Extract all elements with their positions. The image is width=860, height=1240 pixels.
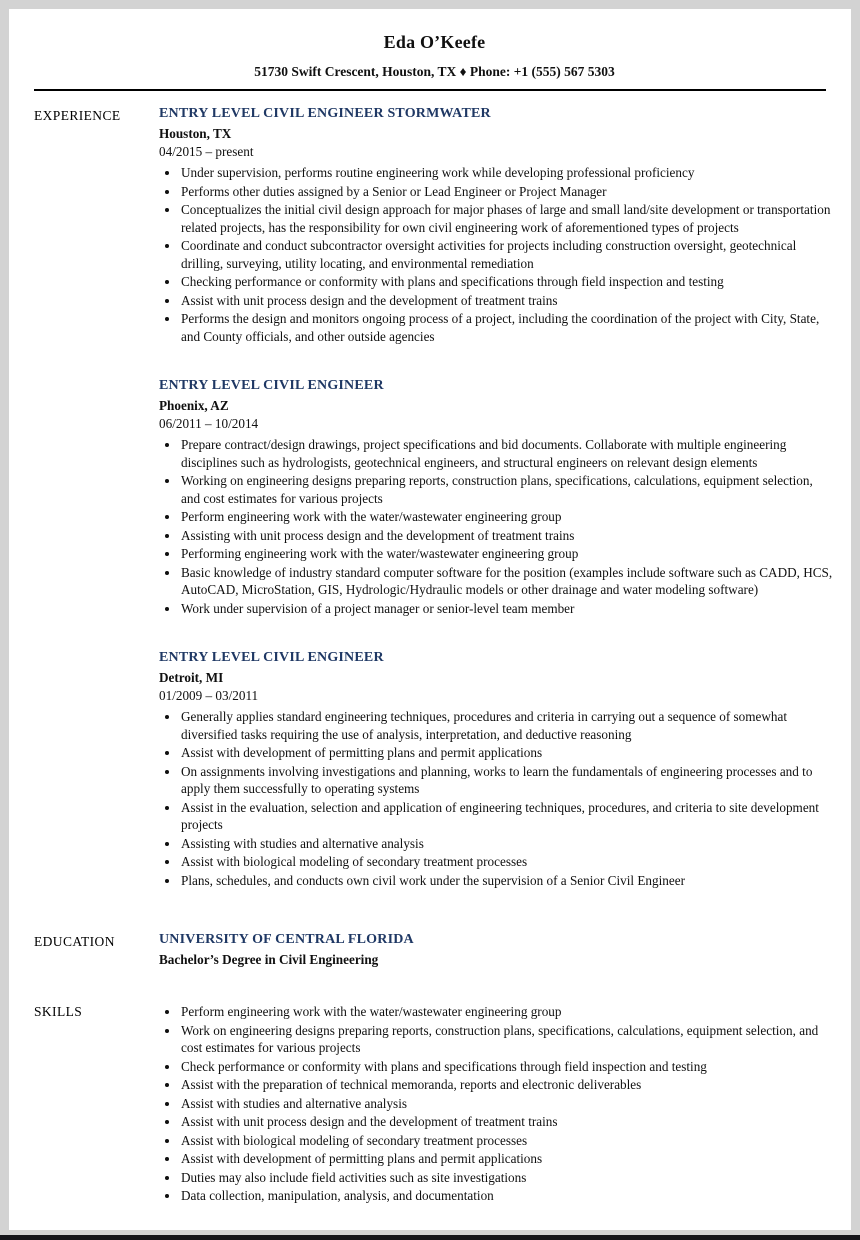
job-bullets [159, 436, 835, 617]
bullet-item: • Performs the design and monitors ongoing process of a project, including the coordination of the project with City, State, and County officials, and other outside agencies [180, 310, 835, 345]
bullet-item: • Data collection, manipulation, analysis, and documentation [180, 1187, 835, 1205]
job-entry [159, 106, 835, 345]
education-section-label: EDUCATION [34, 934, 115, 949]
bullet-item: • Performs other duties assigned by a Senior or Lead Engineer or Project Manager [180, 183, 835, 201]
skills-section [34, 1002, 835, 1206]
bullet-item: • Assist with development of permitting plans and permit applications [180, 1150, 835, 1168]
bullet-item: • Assist with biological modeling of secondary treatment processes [180, 853, 835, 871]
page-bottom-edge [0, 1235, 860, 1240]
bullet-item: • Assist with studies and alternative analysis [180, 1095, 835, 1113]
job-location: Phoenix, AZ [159, 398, 229, 413]
education-section [34, 932, 835, 968]
bullet-item: • Assisting with studies and alternative analysis [180, 835, 835, 853]
person-name: Eda O’Keefe [383, 32, 486, 52]
bullet-item: • Plans, schedules, and conducts own civil work under the supervision of a Senior Civil Engineer [180, 872, 835, 890]
skills-list [159, 1003, 835, 1205]
bullet-item: • Duties may also include field activities such as site investigations [180, 1169, 835, 1187]
bullet-item: • Basic knowledge of industry standard computer software for the position (examples include software such as CADD, HCS, AutoCAD, MicroStation, GIS, Hydrologic/Hydraulic models or other drainage and water modeling software) [180, 564, 835, 599]
experience-section [34, 106, 835, 890]
job-bullets [159, 708, 835, 889]
resume-page [9, 9, 851, 1230]
bullet-item: • Coordinate and conduct subcontractor oversight activities for projects including construction oversight, geotechnical drilling, surveying, utility locating, and environmental remediation [180, 237, 835, 272]
skills-main [159, 1002, 835, 1206]
job-location: Detroit, MI [159, 670, 224, 685]
experience-section-label: EXPERIENCE [34, 108, 121, 123]
contact-line: 51730 Swift Crescent, Houston, TX ♦ Phone: +1 (555) 567 5303 [254, 64, 615, 79]
job-bullets [159, 164, 835, 345]
education-entry [159, 932, 835, 968]
resume-header [34, 32, 835, 91]
education-school: UNIVERSITY OF CENTRAL FLORIDA [159, 932, 414, 947]
bullet-item: • Perform engineering work with the water/wastewater engineering group [180, 508, 835, 526]
bullet-item: • Performing engineering work with the water/wastewater engineering group [180, 545, 835, 563]
job-title: ENTRY LEVEL CIVIL ENGINEER [159, 378, 384, 393]
job-location: Houston, TX [159, 126, 232, 141]
bullet-item: • Conceptualizes the initial civil design approach for major phases of large and small land/site development or transportation related projects, has the responsibility for own civil engineering work of aforementioned types of projects [180, 201, 835, 236]
experience-jobs [159, 106, 835, 890]
bullet-item: • Work on engineering designs preparing reports, construction plans, specifications, calculations, equipment selection, and cost estimates for various projects [180, 1022, 835, 1057]
job-dates: 01/2009 – 03/2011 [159, 688, 259, 703]
bullet-item: • Generally applies standard engineering techniques, procedures and criteria in carrying out a sequence of somewhat diversified tasks requiring the use of analysis, interpretation, and deductive reasoning [180, 708, 835, 743]
job-entry [159, 378, 835, 617]
job-dates: 06/2011 – 10/2014 [159, 416, 259, 431]
bullet-item: • Under supervision, performs routine engineering work while developing professional proficiency [180, 164, 835, 182]
bullet-item: • Working on engineering designs preparing reports, construction plans, specifications, calculations, equipment selection, and cost estimates for various projects [180, 472, 835, 507]
job-entry [159, 650, 835, 889]
resume-body [34, 106, 835, 1206]
bullet-item: • Assist with development of permitting plans and permit applications [180, 744, 835, 762]
bullet-item: • Assist with the preparation of technical memoranda, reports and electronic deliverables [180, 1076, 835, 1094]
bullet-item: • Checking performance or conformity with plans and specifications through field inspection and testing [180, 273, 835, 291]
bullet-item: • Assisting with unit process design and the development of treatment trains [180, 527, 835, 545]
bullet-item: • Assist in the evaluation, selection and application of engineering techniques, procedures, and criteria to site development projects [180, 799, 835, 834]
skills-section-label: SKILLS [34, 1004, 83, 1019]
bullet-item: • On assignments involving investigations and planning, works to learn the fundamentals of engineering processes and to apply them successfully to operating systems [180, 763, 835, 798]
bullet-item: • Assist with biological modeling of secondary treatment processes [180, 1132, 835, 1150]
bullet-item: • Prepare contract/design drawings, project specifications and bid documents. Collaborate with multiple engineering disciplines such as hydrologists, geotechnical engineers, and structural engineers on relevant design elements [180, 436, 835, 471]
bullet-item: • Assist with unit process design and the development of treatment trains [180, 292, 835, 310]
bullet-item: • Perform engineering work with the water/wastewater engineering group [180, 1003, 835, 1021]
bullet-item: • Check performance or conformity with plans and specifications through field inspection and testing [180, 1058, 835, 1076]
header-divider [34, 89, 826, 91]
education-degree: Bachelor’s Degree in Civil Engineering [159, 952, 379, 967]
bullet-item: • Assist with unit process design and the development of treatment trains [180, 1113, 835, 1131]
job-title: ENTRY LEVEL CIVIL ENGINEER STORMWATER [159, 106, 491, 121]
bullet-item: • Work under supervision of a project manager or senior-level team member [180, 600, 835, 618]
job-dates: 04/2015 – present [159, 144, 254, 159]
job-title: ENTRY LEVEL CIVIL ENGINEER [159, 650, 384, 665]
